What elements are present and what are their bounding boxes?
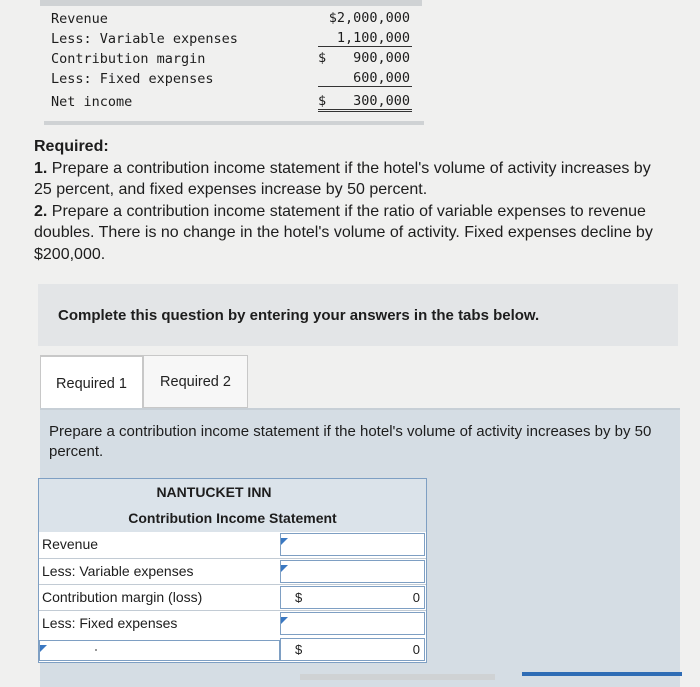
panel-divider [40,408,680,410]
dollar-sign: $ [295,642,303,657]
given-row-revenue [44,10,424,30]
statement-row-contribution-margin [39,584,426,611]
required-item-1: 1. Prepare a contribution income statement if the hotel's volume of activity increases by 25 percent, and fixed expenses increase by 50 percent. [34,159,651,198]
given-row-net-income [44,93,424,113]
input-marker-icon [40,645,47,652]
statement-row-variable-expenses [39,558,426,585]
input-marker-icon [281,617,288,624]
given-label: Contribution margin [51,51,206,67]
given-income-statement [44,10,424,113]
given-value: $ 300,000 [318,93,412,112]
scroll-bar-blue [522,672,682,676]
contribution-margin-output [280,586,425,609]
given-value: 600,000 [318,70,412,87]
tab-required-1[interactable]: Required 1 [40,355,143,411]
given-label: Revenue [51,11,108,27]
net-income-output [280,638,425,661]
tab-bar [40,355,248,410]
company-name: NANTUCKET INN [156,484,272,500]
given-value: 1,100,000 [318,30,412,47]
dollar-sign: $ [295,590,303,605]
given-row-variable-expenses [44,30,424,50]
instruction-text: Complete this question by entering your answers in the tabs below. [58,306,540,324]
panel-prompt: Prepare a contribution income statement if the hotel's volume of activity increases by by 50 percent. [49,423,652,460]
statement-header [39,479,426,532]
given-row-contribution-margin [44,50,424,70]
net-income-label-input[interactable] [39,640,280,661]
required-instructions [34,136,664,265]
given-label: Net income [51,94,133,110]
cursor-dot [95,649,97,651]
row-label: Contribution margin (loss) [42,589,203,605]
given-row-fixed-expenses [44,70,424,90]
input-marker-icon [281,538,288,545]
statement-row-fixed-expenses [39,610,426,637]
fixed-expenses-input[interactable] [280,612,425,635]
instruction-banner [38,284,678,346]
required-item-2: 2. Prepare a contribution income statement if the ratio of variable expenses to revenue doubles. There is no change in the hotel's volume of activity. Fixed expenses decline by $200,000. [34,202,653,263]
top-divider [40,0,422,6]
statement-row-revenue [39,532,426,558]
given-label: Less: Fixed expenses [51,71,214,87]
given-value: $2,000,000 [328,10,410,26]
calculated-value: 0 [412,642,420,657]
given-value: $ 900,000 [318,50,410,66]
input-marker-icon [281,565,288,572]
given-label: Less: Variable expenses [51,31,238,47]
row-label: Less: Variable expenses [42,563,194,579]
scroll-bar-gray [300,674,495,680]
dollar-sign: $ [318,93,327,109]
given-bottom-divider [44,121,424,125]
dollar-sign: $ [318,50,327,66]
variable-expenses-input[interactable] [280,560,425,583]
calculated-value: 0 [412,590,420,605]
contribution-income-statement [38,478,427,663]
revenue-input[interactable] [280,533,425,556]
tab-required-2[interactable]: Required 2 [143,355,248,408]
statement-title: Contribution Income Statement [128,510,337,526]
row-label: Revenue [42,536,99,552]
row-label: Less: Fixed expenses [42,615,178,631]
required-title: Required: [34,138,109,155]
